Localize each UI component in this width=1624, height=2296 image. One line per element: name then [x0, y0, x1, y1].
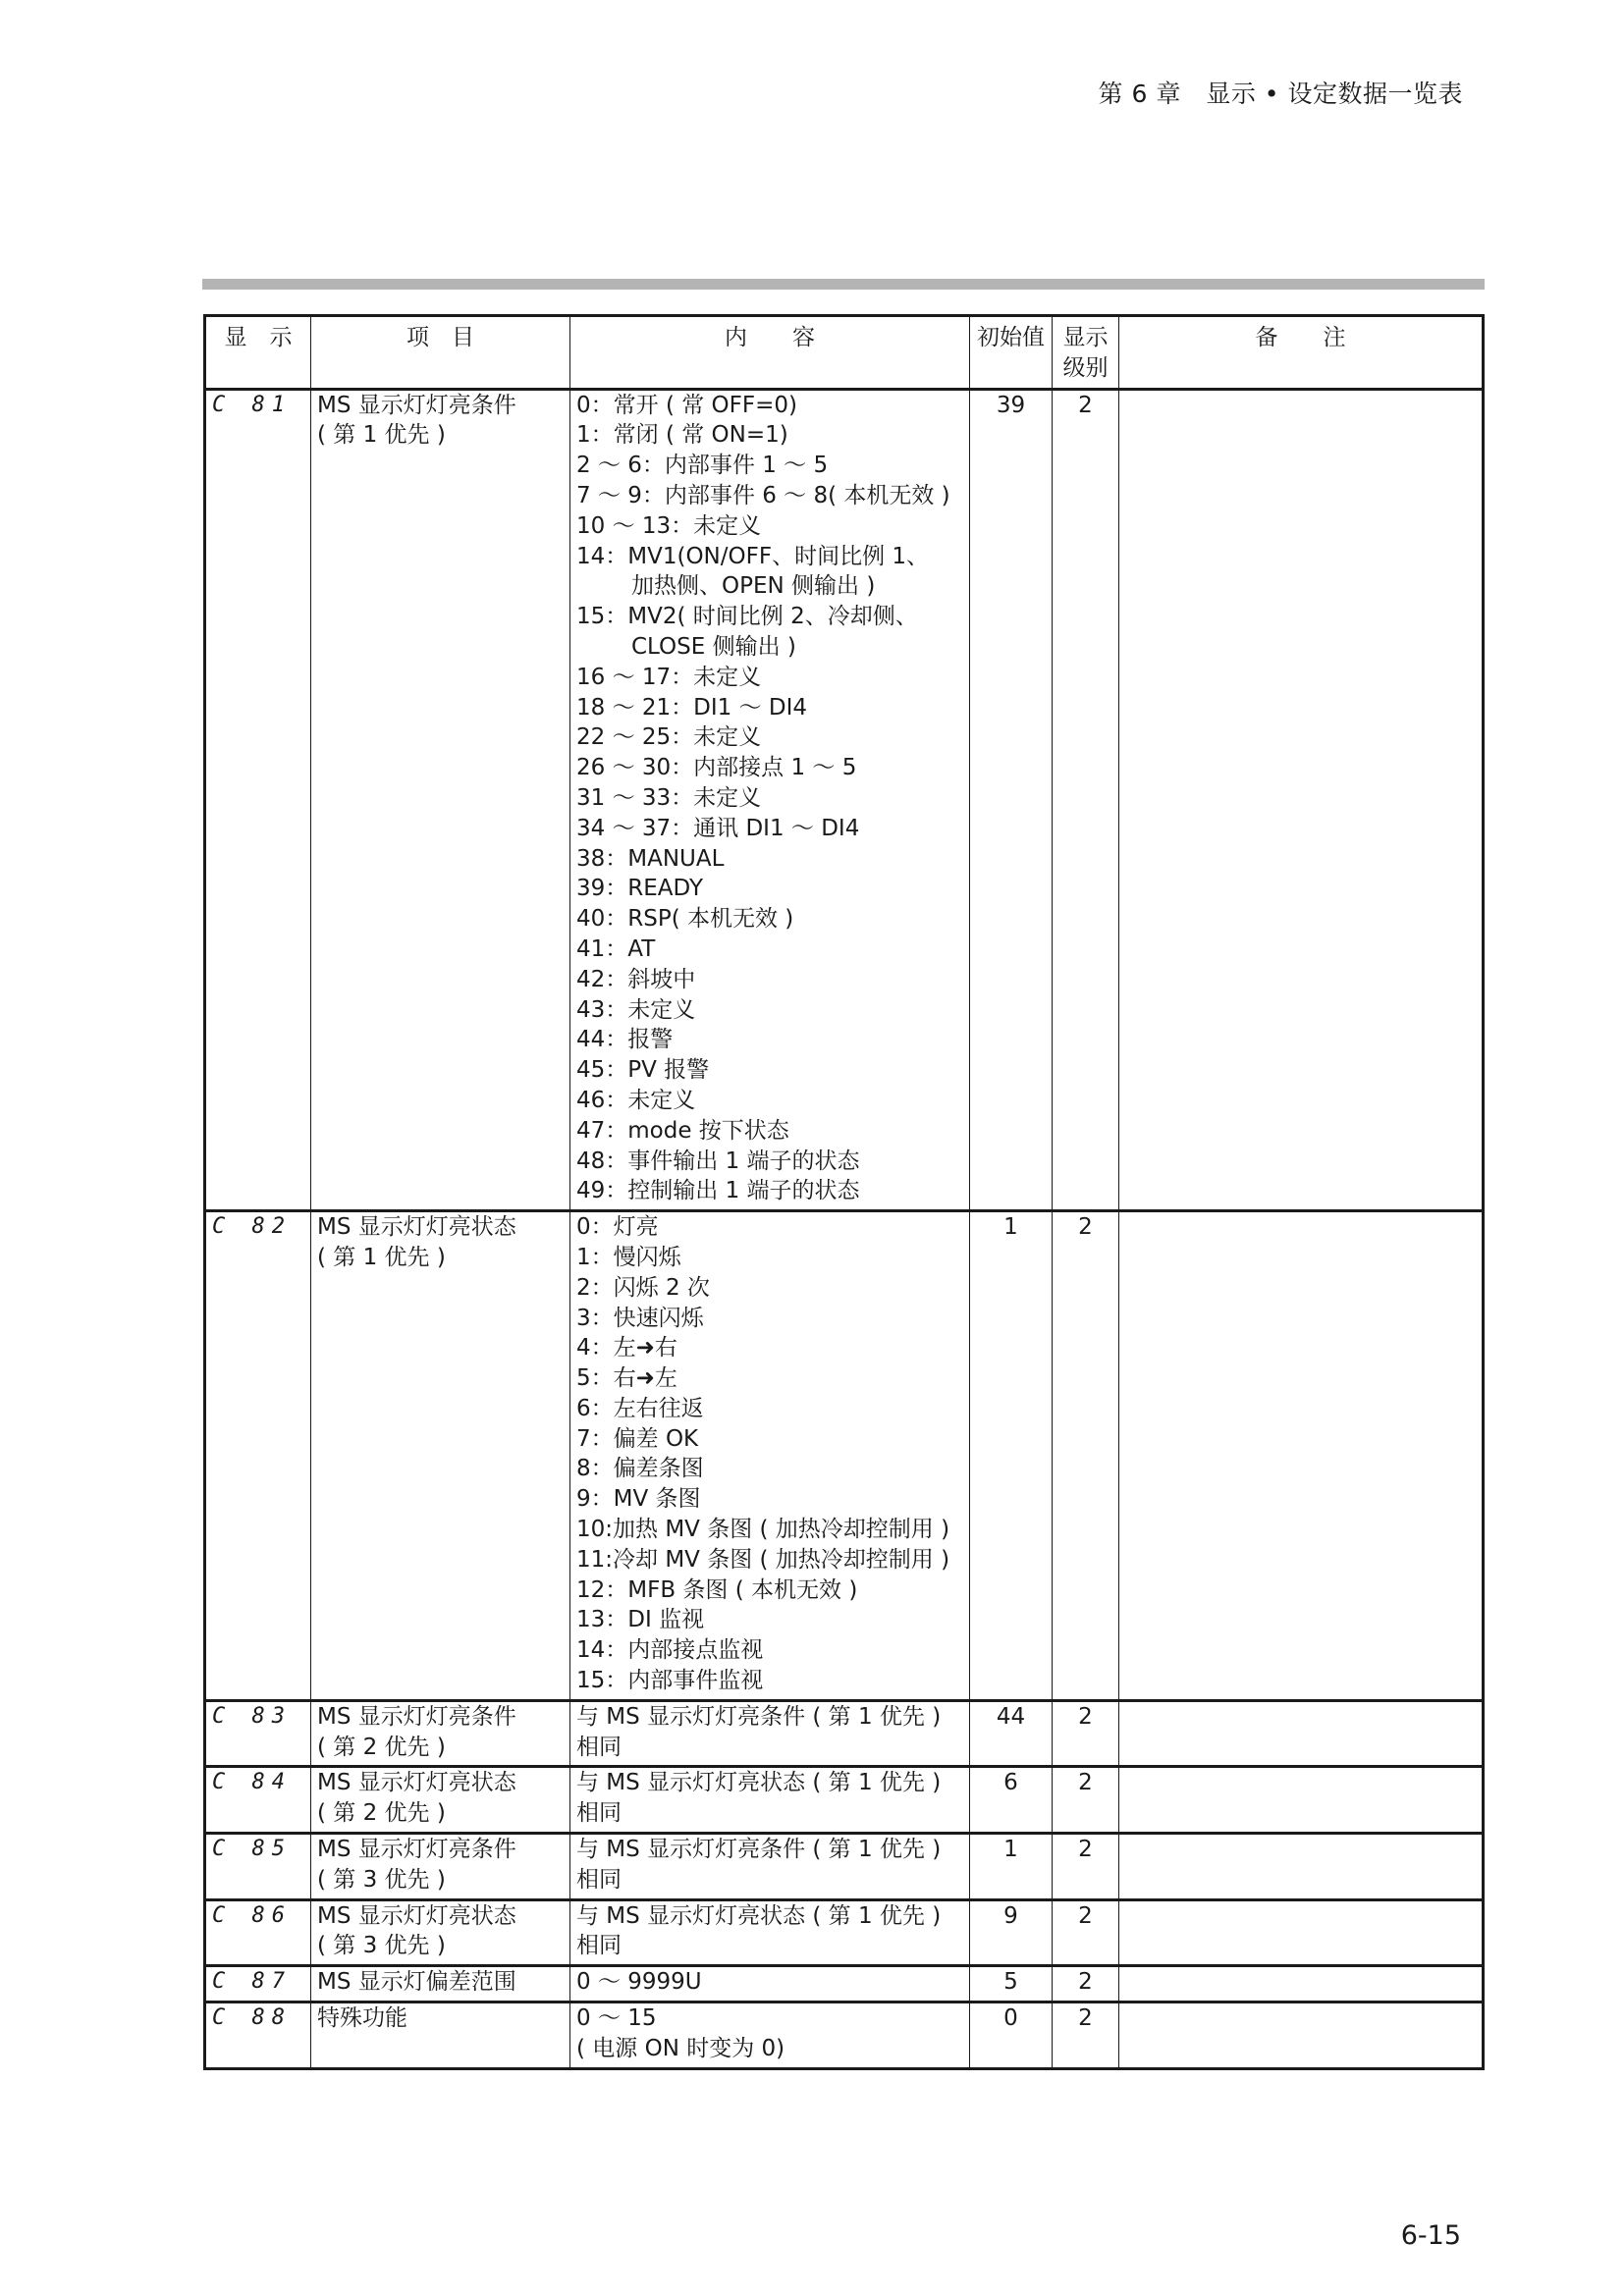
- item-line: ( 第 2 优先 ): [317, 1800, 446, 1827]
- header-item: 项 目: [311, 316, 570, 390]
- content-line: 2：闪烁 2 次: [576, 1274, 710, 1301]
- content-line: 43：未定义: [576, 996, 696, 1023]
- content-line: 与 MS 显示灯灯亮条件 ( 第 1 优先 ): [576, 1837, 942, 1863]
- content-line: 1：慢闪烁: [576, 1244, 681, 1270]
- remarks-cell: [1119, 1700, 1484, 1767]
- content-line: 22 ～ 25：未定义: [576, 724, 762, 751]
- content-line: 7：偏差 OK: [576, 1425, 699, 1452]
- content-line: 46：未定义: [576, 1087, 696, 1113]
- content-line: 加热侧、OPEN 侧输出 ): [631, 573, 876, 600]
- content-line: 3：快速闪烁: [576, 1305, 704, 1331]
- content-line: 相同: [576, 1866, 622, 1893]
- display-level: 2: [1053, 1899, 1119, 1966]
- content-line: 4：左➜右: [576, 1335, 677, 1362]
- display-code: C 82: [205, 1211, 311, 1701]
- item-line: MS 显示灯灯亮条件: [317, 1703, 516, 1730]
- initial-value: 1: [970, 1834, 1053, 1900]
- item-line: MS 显示灯灯亮状态: [317, 1902, 516, 1929]
- table-row: [205, 1834, 1484, 1900]
- header-initial-value: 初始值: [970, 316, 1053, 390]
- header-remarks: 备 注: [1119, 316, 1484, 390]
- content-cell: [570, 389, 970, 1211]
- table-row: [205, 389, 1484, 1211]
- initial-value: 44: [970, 1700, 1053, 1767]
- content-line: 48：事件输出 1 端子的状态: [576, 1148, 860, 1174]
- item-line: ( 第 2 优先 ): [317, 1734, 446, 1760]
- remarks-cell: [1119, 2002, 1484, 2069]
- content-line: 10:加热 MV 条图 ( 加热冷却控制用 ): [576, 1517, 950, 1543]
- table-row: [205, 1211, 1484, 1701]
- item-line: MS 显示灯偏差范围: [317, 1969, 516, 1996]
- display-level: 2: [1053, 1700, 1119, 1767]
- content-cell: [570, 1966, 970, 2002]
- display-level: 2: [1053, 1767, 1119, 1834]
- content-line: 14：内部接点监视: [576, 1637, 764, 1664]
- item-line: ( 第 1 优先 ): [317, 1244, 446, 1270]
- display-code: C 85: [205, 1834, 311, 1900]
- content-line: 相同: [576, 1734, 622, 1760]
- header-level-line-1: 显示: [1062, 325, 1109, 350]
- content-line: 42：斜坡中: [576, 966, 696, 992]
- display-code: C 81: [205, 389, 311, 1211]
- item-line: MS 显示灯灯亮状态: [317, 1770, 516, 1796]
- remarks-cell: [1119, 389, 1484, 1211]
- display-level: 2: [1053, 1966, 1119, 2002]
- content-line: 12：MFB 条图 ( 本机无效 ): [576, 1576, 858, 1603]
- content-cell: [570, 1700, 970, 1767]
- content-line: 6：左右往返: [576, 1395, 704, 1421]
- content-line: 与 MS 显示灯灯亮状态 ( 第 1 优先 ): [576, 1902, 942, 1929]
- content-line: 0：常开 ( 常 OFF=0): [576, 392, 797, 418]
- item-line: ( 第 1 优先 ): [317, 422, 446, 449]
- content-line: 0 ～ 15: [576, 2005, 657, 2032]
- content-line: 11:冷却 MV 条图 ( 加热冷却控制用 ): [576, 1546, 950, 1573]
- content-line: 31 ～ 33：未定义: [576, 784, 762, 811]
- header-rule: [202, 279, 1485, 290]
- content-line: 5：右➜左: [576, 1365, 677, 1392]
- content-line: 13：DI 监视: [576, 1607, 705, 1633]
- content-line: ( 电源 ON 时变为 0): [576, 2035, 785, 2061]
- display-level: 2: [1053, 2002, 1119, 2069]
- content-line: 2 ～ 6：内部事件 1 ～ 5: [576, 453, 829, 479]
- remarks-cell: [1119, 1899, 1484, 1966]
- display-code: C 86: [205, 1899, 311, 1966]
- content-line: 相同: [576, 1800, 622, 1827]
- content-line: 44：报警: [576, 1027, 674, 1053]
- initial-value: 6: [970, 1767, 1053, 1834]
- initial-value: 0: [970, 2002, 1053, 2069]
- item-line: ( 第 3 优先 ): [317, 1866, 446, 1893]
- content-line: 0：灯亮: [576, 1214, 659, 1241]
- settings-table: [203, 314, 1485, 2070]
- display-level: 2: [1053, 389, 1119, 1211]
- item-cell: [311, 1834, 570, 1900]
- item-line: 特殊功能: [317, 2005, 407, 2032]
- item-line: MS 显示灯灯亮条件: [317, 1837, 516, 1863]
- content-line: 45：PV 报警: [576, 1057, 710, 1084]
- header-display-level: [1053, 316, 1119, 390]
- table-row: [205, 2002, 1484, 2069]
- content-line: 41：AT: [576, 935, 656, 962]
- item-cell: [311, 1700, 570, 1767]
- initial-value: 1: [970, 1211, 1053, 1701]
- content-line: 47：mode 按下状态: [576, 1117, 789, 1144]
- remarks-cell: [1119, 1966, 1484, 2002]
- display-level: 2: [1053, 1834, 1119, 1900]
- content-line: 1：常闭 ( 常 ON=1): [576, 422, 788, 449]
- initial-value: 9: [970, 1899, 1053, 1966]
- content-line: 40：RSP( 本机无效 ): [576, 906, 794, 933]
- initial-value: 39: [970, 389, 1053, 1211]
- remarks-cell: [1119, 1767, 1484, 1834]
- remarks-cell: [1119, 1834, 1484, 1900]
- content-line: 0 ～ 9999U: [576, 1969, 702, 1996]
- chapter-header: 第 6 章 显示 • 设定数据一览表: [1098, 80, 1463, 108]
- item-cell: [311, 1767, 570, 1834]
- content-line: 38：MANUAL: [576, 845, 725, 872]
- content-line: 8：偏差条图: [576, 1456, 704, 1482]
- content-cell: [570, 1211, 970, 1701]
- content-line: 14：MV1(ON/OFF、时间比例 1、: [576, 543, 930, 569]
- content-line: 15：内部事件监视: [576, 1668, 764, 1694]
- display-code: C 88: [205, 2002, 311, 2069]
- item-cell: [311, 1966, 570, 2002]
- content-line: CLOSE 侧输出 ): [631, 633, 796, 660]
- content-line: 26 ～ 30：内部接点 1 ～ 5: [576, 755, 857, 781]
- table-row: [205, 1899, 1484, 1966]
- table-row: [205, 1767, 1484, 1834]
- content-line: 34 ～ 37：通讯 DI1 ～ DI4: [576, 815, 860, 841]
- content-line: 相同: [576, 1933, 622, 1959]
- content-line: 10 ～ 13：未定义: [576, 512, 762, 539]
- content-line: 7 ～ 9：内部事件 6 ～ 8( 本机无效 ): [576, 482, 950, 508]
- table-row: [205, 1966, 1484, 2002]
- item-cell: [311, 1211, 570, 1701]
- header-display: 显 示: [205, 316, 311, 390]
- content-line: 16 ～ 17：未定义: [576, 664, 762, 690]
- table-header-row: [205, 316, 1484, 390]
- item-cell: [311, 1899, 570, 1966]
- content-line: 49：控制输出 1 端子的状态: [576, 1178, 860, 1204]
- content-line: 与 MS 显示灯灯亮条件 ( 第 1 优先 ): [576, 1703, 942, 1730]
- content-line: 18 ～ 21：DI1 ～ DI4: [576, 694, 808, 721]
- display-code: C 83: [205, 1700, 311, 1767]
- table-row: [205, 1700, 1484, 1767]
- item-line: MS 显示灯灯亮状态: [317, 1214, 516, 1241]
- content-cell: [570, 1767, 970, 1834]
- display-code: C 87: [205, 1966, 311, 2002]
- content-cell: [570, 1834, 970, 1900]
- header-level-line-2: 级别: [1062, 354, 1109, 381]
- display-level: 2: [1053, 1211, 1119, 1701]
- remarks-cell: [1119, 1211, 1484, 1701]
- item-cell: [311, 389, 570, 1211]
- content-line: 15：MV2( 时间比例 2、冷却侧、: [576, 604, 918, 630]
- page-number: 6-15: [1400, 2220, 1461, 2251]
- header-content: 内 容: [570, 316, 970, 390]
- content-cell: [570, 1899, 970, 1966]
- content-line: 39：READY: [576, 876, 704, 902]
- item-line: ( 第 3 优先 ): [317, 1933, 446, 1959]
- display-code: C 84: [205, 1767, 311, 1834]
- content-line: 9：MV 条图: [576, 1486, 701, 1513]
- initial-value: 5: [970, 1966, 1053, 2002]
- content-line: 与 MS 显示灯灯亮状态 ( 第 1 优先 ): [576, 1770, 942, 1796]
- item-cell: [311, 2002, 570, 2069]
- content-cell: [570, 2002, 970, 2069]
- item-line: MS 显示灯灯亮条件: [317, 392, 516, 418]
